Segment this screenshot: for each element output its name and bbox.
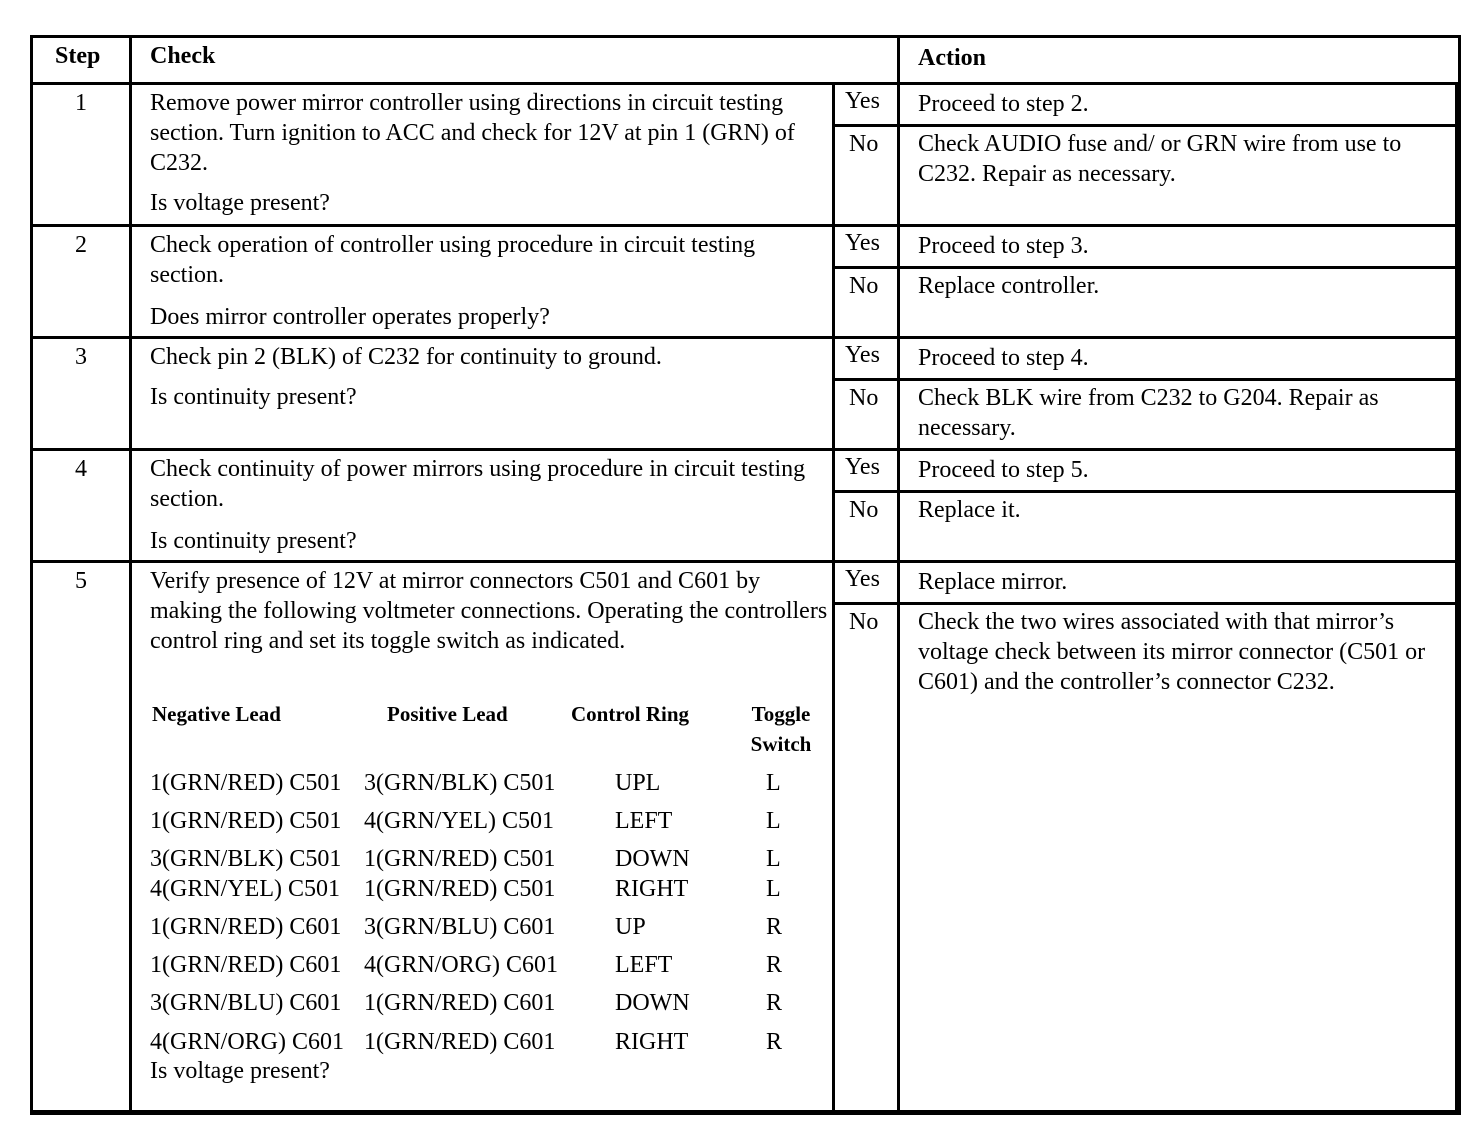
- voltmeter-header: Positive Lead: [387, 702, 508, 726]
- voltmeter-cell: 3(GRN/BLU) C601: [364, 914, 556, 940]
- voltmeter-cell: LEFT: [615, 808, 673, 834]
- step-header: Step: [55, 43, 101, 69]
- question-text: Does mirror controller operates properly?: [150, 304, 550, 330]
- voltmeter-cell: UPL: [615, 770, 661, 796]
- question-text: Is continuity present?: [150, 528, 357, 554]
- check-text: Check continuity of power mirrors using procedure in circuit testing section.: [150, 456, 812, 512]
- voltmeter-cell: L: [766, 770, 781, 796]
- no-label: No: [849, 131, 879, 157]
- no-label: No: [849, 273, 879, 299]
- yes-action: Proceed to step 3.: [918, 233, 1089, 259]
- question-text: Is voltage present?: [150, 1058, 330, 1084]
- voltmeter-cell: DOWN: [615, 990, 690, 1016]
- voltmeter-cell: 1(GRN/RED) C601: [364, 1029, 556, 1055]
- no-label: No: [849, 385, 879, 411]
- voltmeter-cell: 1(GRN/RED) C601: [150, 914, 342, 940]
- voltmeter-cell: 1(GRN/RED) C601: [364, 990, 556, 1016]
- yes-action: Proceed to step 5.: [918, 457, 1089, 483]
- voltmeter-header: Negative Lead: [152, 702, 281, 726]
- check-text: Remove power mirror controller using directions in circuit testing section. Turn ignition to ACC and check for 12V at pin 1 (GRN) of C232.: [150, 90, 801, 176]
- voltmeter-cell: R: [766, 990, 783, 1016]
- voltmeter-cell: 1(GRN/RED) C501: [364, 876, 556, 902]
- step-number: 1: [75, 90, 87, 116]
- voltmeter-cell: 4(GRN/YEL) C501: [364, 808, 554, 834]
- voltmeter-cell: 4(GRN/YEL) C501: [150, 876, 340, 902]
- voltmeter-cell: L: [766, 808, 781, 834]
- yes-label: Yes: [845, 342, 880, 368]
- check-text: Check pin 2 (BLK) of C232 for continuity to ground.: [150, 344, 662, 370]
- voltmeter-header: Control Ring: [571, 702, 690, 726]
- yes-action: Replace mirror.: [918, 569, 1068, 595]
- check-text: Verify presence of 12V at mirror connectors C501 and C601 by making the following voltmeter connections. Operating the controllers control ring and set its toggle switch as indicated.: [150, 568, 834, 654]
- voltmeter-cell: LEFT: [615, 952, 673, 978]
- yes-label: Yes: [845, 230, 880, 256]
- no-action: Check AUDIO fuse and/ or GRN wire from use to C232. Repair as necessary.: [918, 131, 1408, 187]
- no-label: No: [849, 497, 879, 523]
- voltmeter-cell: L: [766, 846, 781, 872]
- no-action: Replace controller.: [918, 273, 1100, 299]
- voltmeter-cell: R: [766, 1029, 783, 1055]
- no-label: No: [849, 609, 879, 635]
- voltmeter-cell: DOWN: [615, 846, 690, 872]
- voltmeter-cell: R: [766, 914, 783, 940]
- voltmeter-cell: 1(GRN/RED) C501: [364, 846, 556, 872]
- question-text: Is continuity present?: [150, 384, 357, 410]
- voltmeter-cell: 1(GRN/RED) C501: [150, 808, 342, 834]
- check-text: Check operation of controller using procedure in circuit testing section.: [150, 232, 762, 288]
- voltmeter-cell: 4(GRN/ORG) C601: [150, 1029, 345, 1055]
- voltmeter-cell: UP: [615, 914, 646, 940]
- voltmeter-cell: R: [766, 952, 783, 978]
- step-number: 4: [75, 456, 87, 482]
- voltmeter-cell: 1(GRN/RED) C501: [150, 770, 342, 796]
- voltmeter-cell: 3(GRN/BLU) C601: [150, 990, 342, 1016]
- no-action: Check the two wires associated with that mirror’s voltage check between its mirror connector (C501 or C601) and the controller’s connector C232.: [918, 609, 1432, 695]
- voltmeter-cell: L: [766, 876, 781, 902]
- voltmeter-cell: 1(GRN/RED) C601: [150, 952, 342, 978]
- question-text: Is voltage present?: [150, 190, 330, 216]
- voltmeter-header: Toggle Switch: [750, 702, 812, 756]
- voltmeter-cell: 4(GRN/ORG) C601: [364, 952, 559, 978]
- yes-label: Yes: [845, 88, 880, 114]
- step-number: 2: [75, 232, 87, 258]
- yes-action: Proceed to step 2.: [918, 91, 1089, 117]
- check-header: Check: [150, 43, 216, 69]
- yes-action: Proceed to step 4.: [918, 345, 1089, 371]
- step-number: 3: [75, 344, 87, 370]
- check-header-cell: [129, 35, 900, 85]
- yes-label: Yes: [845, 454, 880, 480]
- step-number: 5: [75, 568, 87, 594]
- no-action: Check BLK wire from C232 to G204. Repair as necessary.: [918, 385, 1385, 441]
- voltmeter-cell: 3(GRN/BLK) C501: [364, 770, 556, 796]
- voltmeter-cell: RIGHT: [615, 876, 689, 902]
- no-action: Replace it.: [918, 497, 1021, 523]
- voltmeter-cell: 3(GRN/BLK) C501: [150, 846, 342, 872]
- voltmeter-cell: RIGHT: [615, 1029, 689, 1055]
- yes-label: Yes: [845, 566, 880, 592]
- yes-no-cell: [832, 560, 900, 1115]
- action-header: Action: [918, 45, 986, 71]
